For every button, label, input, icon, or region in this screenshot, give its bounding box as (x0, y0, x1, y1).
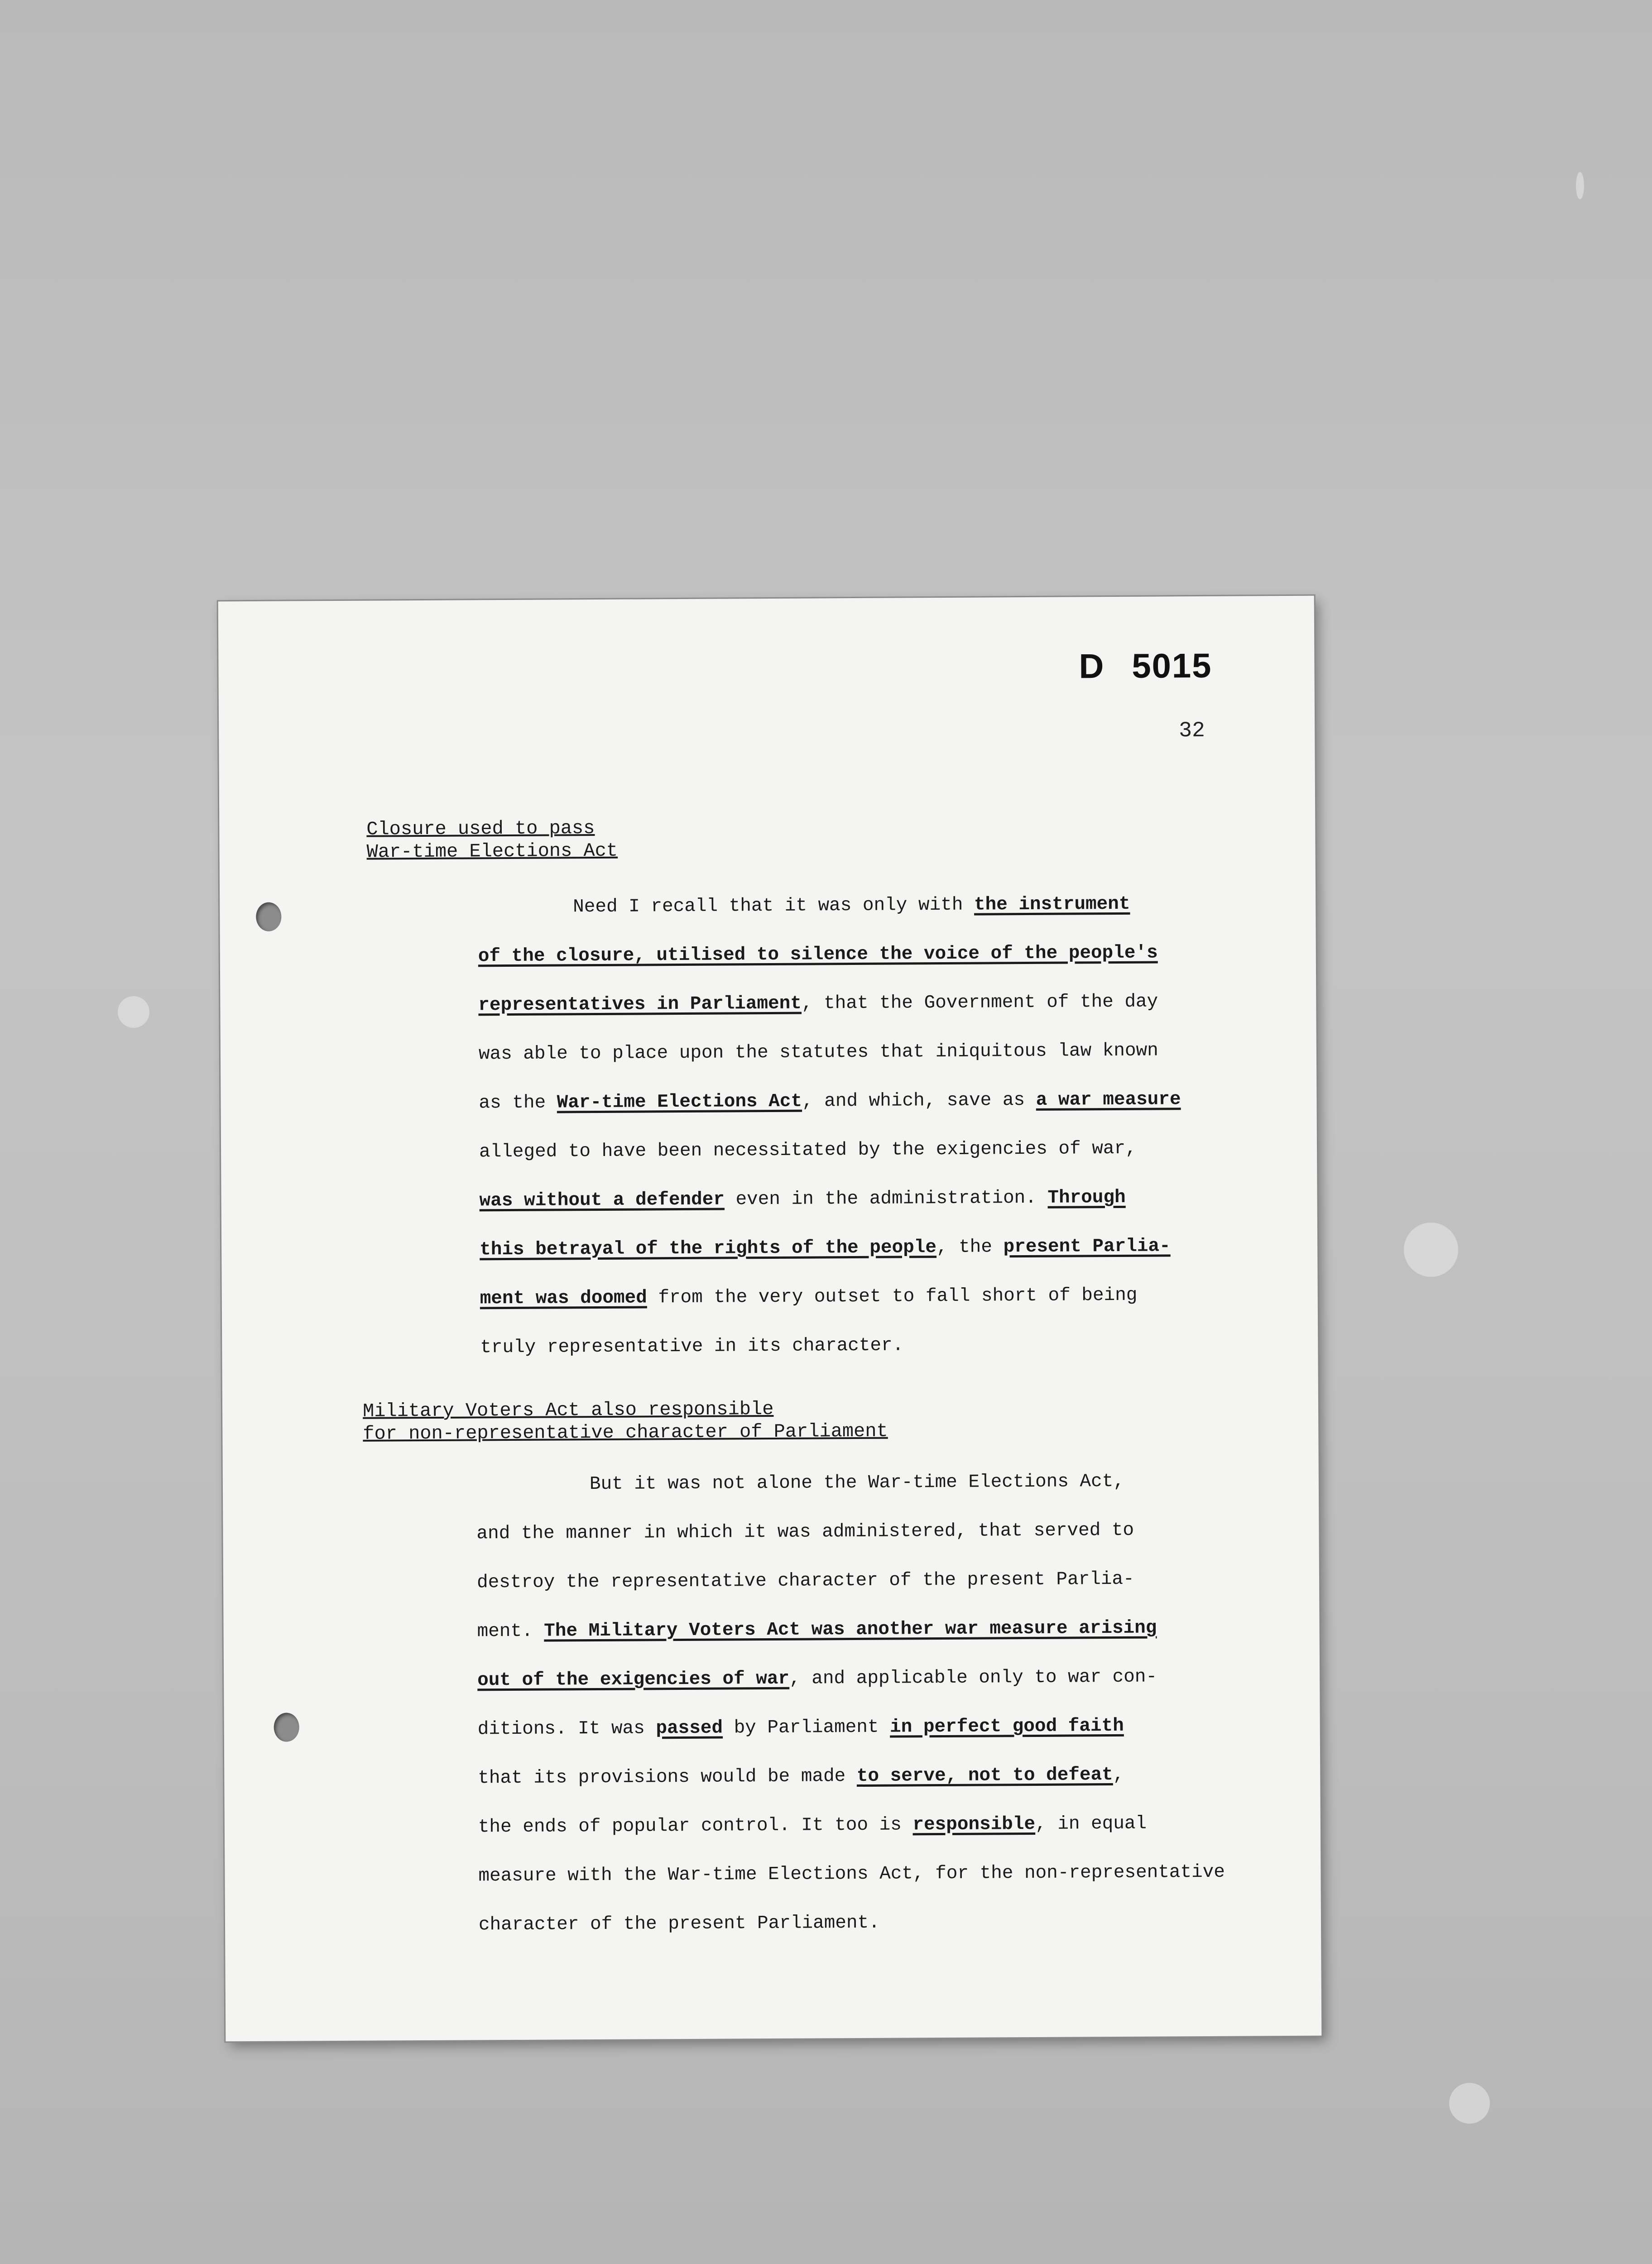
text-segment: Need I recall that it was only with (573, 894, 975, 918)
text-line (478, 977, 1181, 1030)
text-segment: , the (936, 1237, 1004, 1258)
underlined-phrase: responsible (912, 1813, 1036, 1836)
text-segment: But it was not alone the War-time Elections Act, (589, 1471, 1125, 1495)
text-segment: ditions. It was (477, 1718, 656, 1740)
underlined-phrase: Through (1047, 1187, 1126, 1209)
text-line (479, 1897, 1225, 1950)
text-segment: by Parliament (722, 1717, 890, 1739)
text-line (479, 1026, 1181, 1079)
underlined-phrase: representatives in Parliament (478, 993, 802, 1016)
underlined-phrase: this betrayal of the rights of the people (480, 1237, 937, 1261)
punch-hole-bottom (274, 1712, 299, 1741)
text-segment: measure with the War-time Elections Act, for the non-representative (478, 1861, 1225, 1887)
text-line (477, 1603, 1224, 1656)
text-segment: that its provisions would be made (478, 1766, 857, 1789)
text-segment: destroy the representative character of the present Parlia- (476, 1568, 1134, 1593)
text-segment: the ends of popular control. It too is (478, 1814, 913, 1838)
underlined-phrase: of the closure, utilised to silence the voice of the people's (478, 942, 1158, 967)
underlined-phrase: ment was doomed (480, 1287, 647, 1309)
text-line (476, 1457, 1223, 1510)
text-segment: and the manner in which it was administered, that served to (476, 1520, 1134, 1545)
text-line (478, 1799, 1225, 1852)
text-line (479, 1173, 1181, 1225)
text-line (478, 879, 1180, 932)
text-line (478, 1848, 1225, 1901)
underlined-phrase: present Parlia- (1003, 1236, 1171, 1258)
text-segment: even in the administration. (724, 1187, 1048, 1210)
underlined-phrase: War-time Elections Act (557, 1091, 802, 1113)
underlined-phrase: the instrument (974, 893, 1130, 916)
underlined-phrase: a war measure (1036, 1089, 1181, 1111)
text-line (478, 1750, 1225, 1803)
text-line (477, 1652, 1224, 1705)
text-line (478, 928, 1181, 981)
text-line (476, 1506, 1223, 1559)
text-line (480, 1319, 1182, 1372)
text-line (477, 1554, 1224, 1607)
text-segment: truly representative in its character. (480, 1335, 904, 1358)
underlined-phrase: out of the exigencies of war (477, 1668, 790, 1691)
text-line (480, 1271, 1182, 1323)
underlined-phrase: passed (656, 1717, 723, 1739)
underlined-phrase: in perfect good faith (889, 1715, 1124, 1738)
text-line (480, 1222, 1182, 1274)
text-line (479, 1075, 1181, 1127)
text-segment: as the (479, 1092, 557, 1114)
text-segment: , in equal (1035, 1813, 1147, 1835)
text-segment: , (1113, 1764, 1124, 1786)
text-line (477, 1701, 1224, 1754)
text-segment: ment. (477, 1621, 544, 1642)
text-line (479, 1124, 1181, 1176)
punch-hole-top (256, 902, 281, 931)
text-segment: character of the present Parliament. (478, 1912, 880, 1936)
section2-body (476, 1457, 1225, 1950)
section1-heading: Closure used to pass War-time Elections Act (366, 817, 618, 863)
underlined-phrase: to serve, not to defeat (856, 1765, 1113, 1787)
underlined-phrase: was without a defender (479, 1189, 725, 1212)
text-segment: was able to place upon the statutes that iniquitous law known (478, 1040, 1158, 1065)
text-segment: alleged to have been necessitated by the exigencies of war, (479, 1138, 1137, 1163)
page-number: 32 (1179, 718, 1205, 743)
underlined-phrase: The Military Voters Act was another war measure arising (544, 1617, 1157, 1642)
document-page (218, 596, 1322, 2042)
text-segment: , and which, save as (802, 1089, 1036, 1112)
section2-heading: Military Voters Act also responsible for non-representative character of Parliament (362, 1398, 888, 1445)
text-segment: from the very outset to fall short of being (647, 1285, 1138, 1309)
section1-body (478, 879, 1182, 1372)
text-segment: , and applicable only to war con- (789, 1666, 1157, 1689)
document-code: D 5015 (1079, 646, 1212, 686)
text-segment: , that the Government of the day (801, 991, 1158, 1014)
